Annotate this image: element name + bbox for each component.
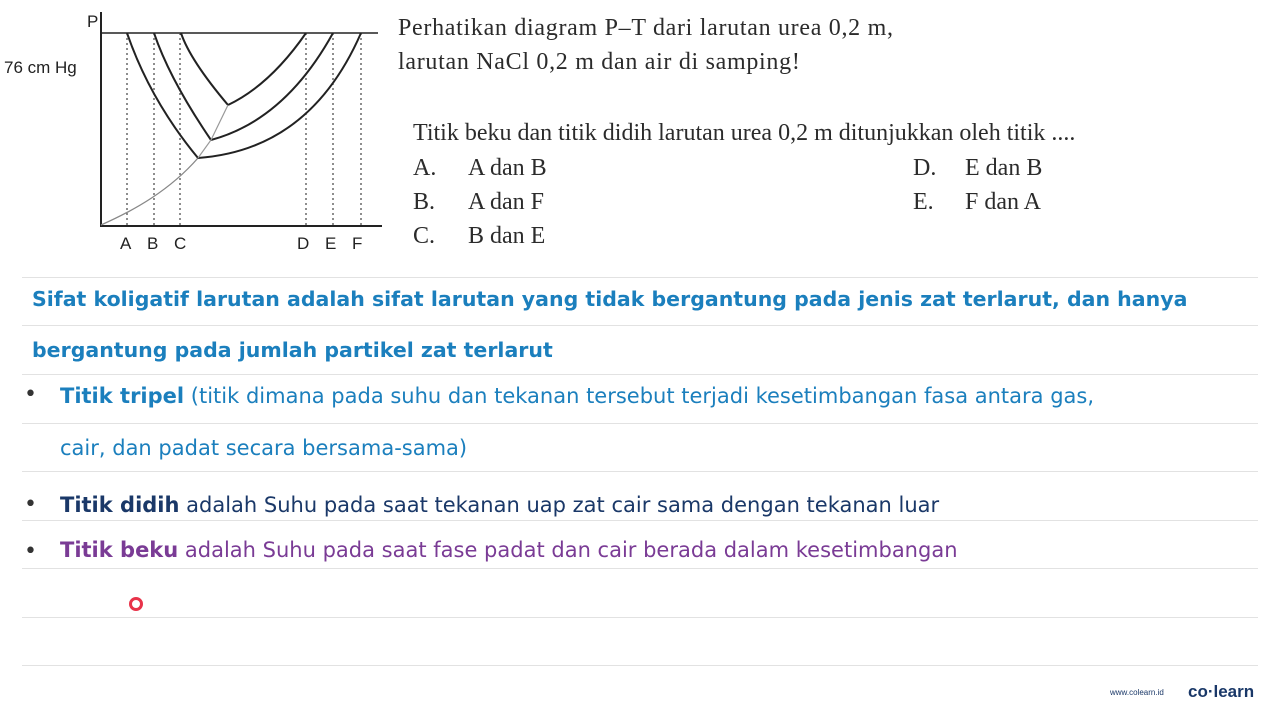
rule-line bbox=[22, 665, 1258, 666]
question-text: Perhatikan diagram P–T dari larutan urea 0,2 m, larutan NaCl 0,2 m dan air di samping! bbox=[398, 15, 894, 75]
point-label-e: E bbox=[325, 234, 337, 253]
pt-diagram bbox=[0, 0, 390, 262]
triple-point-text: (titik dimana pada suhu dan tekanan tersebut terjadi kesetimbangan fasa antara gas, bbox=[184, 384, 1095, 408]
option-b bbox=[413, 189, 544, 216]
definition-line-1: Sifat koligatif larutan adalah sifat larutan yang tidak bergantung pada jenis zat terlarut, dan hanya bbox=[32, 287, 1188, 311]
boiling-point-line bbox=[60, 493, 939, 517]
option-c bbox=[413, 223, 545, 250]
freezing-point-line bbox=[60, 538, 958, 562]
bullet-dot: • bbox=[24, 382, 37, 407]
footer-url[interactable]: www.colearn.id bbox=[1110, 688, 1164, 697]
option-letter: A. bbox=[413, 155, 437, 181]
option-letter: C. bbox=[413, 223, 436, 249]
point-label-f: F bbox=[352, 234, 363, 253]
rule-line bbox=[22, 520, 1258, 521]
bullet-dot: • bbox=[24, 539, 37, 564]
sublimation-curve bbox=[101, 158, 198, 225]
colearn-logo: co·learn bbox=[1188, 682, 1255, 701]
option-text: A dan F bbox=[468, 189, 545, 215]
rule-line bbox=[22, 325, 1258, 326]
vapor-curve-e bbox=[211, 33, 333, 140]
option-text: F dan A bbox=[965, 189, 1042, 215]
point-label-a: A bbox=[120, 234, 132, 253]
freezing-point-term: Titik beku bbox=[60, 538, 179, 562]
option-letter: D. bbox=[913, 155, 937, 181]
rule-line bbox=[22, 423, 1258, 424]
freezing-point-text: adalah Suhu pada saat fase padat dan cair berada dalam kesetimbangan bbox=[178, 538, 958, 562]
question-prompt: Titik beku dan titik didih larutan urea 0,2 m ditunjukkan oleh titik .... bbox=[413, 120, 1076, 146]
triple-point-line-1 bbox=[60, 384, 1094, 408]
axis-p-label: P bbox=[87, 12, 99, 31]
vapor-curve-f bbox=[198, 33, 361, 158]
option-e bbox=[913, 189, 1041, 216]
rule-line bbox=[22, 277, 1258, 278]
bullet-dot: • bbox=[24, 492, 37, 517]
option-letter: B. bbox=[413, 189, 436, 215]
vapor-curve-d bbox=[228, 33, 306, 105]
cursor-marker-icon bbox=[129, 597, 143, 611]
option-a bbox=[413, 155, 547, 182]
point-label-d: D bbox=[297, 234, 310, 253]
point-label-b: B bbox=[147, 234, 159, 253]
option-text: E dan B bbox=[965, 155, 1043, 181]
triple-point-connector bbox=[198, 105, 228, 158]
melting-curve-a bbox=[127, 33, 198, 158]
option-text: B dan E bbox=[468, 223, 546, 249]
triple-point-term: Titik tripel bbox=[60, 384, 185, 408]
option-d bbox=[913, 155, 1042, 182]
melting-curve-c bbox=[181, 33, 228, 105]
pressure-label: 76 cm Hg bbox=[4, 58, 77, 77]
triple-point-line-2: cair, dan padat secara bersama-sama) bbox=[60, 436, 468, 460]
definition-line-2: bergantung pada jumlah partikel zat terlarut bbox=[32, 338, 553, 362]
rule-line bbox=[22, 568, 1258, 569]
option-letter: E. bbox=[913, 189, 934, 215]
option-text: A dan B bbox=[468, 155, 547, 181]
melting-curve-b bbox=[154, 33, 211, 140]
rule-line bbox=[22, 617, 1258, 618]
point-label-c: C bbox=[174, 234, 187, 253]
rule-line bbox=[22, 374, 1258, 375]
boiling-point-term: Titik didih bbox=[60, 493, 180, 517]
boiling-point-text: adalah Suhu pada saat tekanan uap zat cair sama dengan tekanan luar bbox=[179, 493, 940, 517]
rule-line bbox=[22, 471, 1258, 472]
